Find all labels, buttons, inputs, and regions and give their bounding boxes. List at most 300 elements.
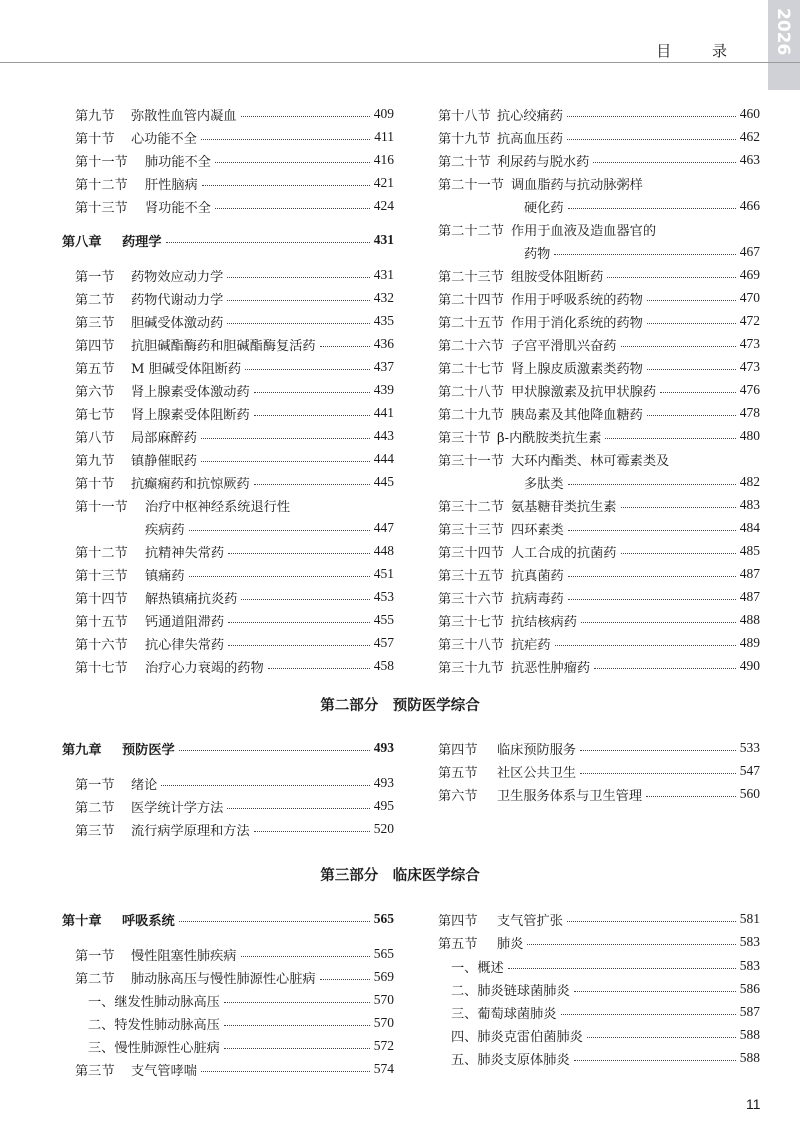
- toc-entry-title: 医学统计学方法: [131, 800, 224, 816]
- dot-leader: [593, 162, 735, 163]
- dot-leader: [574, 991, 736, 992]
- toc-entry-page: 489: [739, 635, 760, 650]
- toc-entry[interactable]: [438, 103, 760, 125]
- toc-entry-number: 第二十八节: [438, 384, 504, 400]
- dot-leader: [224, 1048, 370, 1049]
- toc-entry-page: 421: [373, 175, 394, 190]
- toc-entry-title: 药物代谢动力学: [131, 292, 224, 308]
- toc-entry-title: 弥散性血管内凝血: [131, 108, 237, 124]
- dot-leader: [201, 461, 370, 462]
- toc-entry-page: 466: [739, 198, 760, 213]
- toc-entry-page: 444: [373, 451, 394, 466]
- toc-entry[interactable]: [75, 425, 394, 447]
- toc-entry-title: 卫生服务体系与卫生管理: [497, 788, 643, 804]
- toc-entry-number: 第四节: [75, 338, 115, 354]
- toc-entry-number: 第三十七节: [438, 614, 504, 630]
- toc-entry-title: 四、肺炎克雷伯菌肺炎: [451, 1029, 583, 1045]
- toc-entry-page: 470: [739, 290, 760, 305]
- toc-entry-number: 第三十节: [438, 430, 491, 446]
- toc-entry[interactable]: [438, 517, 760, 539]
- toc-entry-title: 支气管哮喘: [131, 1063, 197, 1079]
- dot-leader: [254, 415, 370, 416]
- toc-entry-title: 作用于呼吸系统的药物: [511, 292, 643, 308]
- toc-entry-page: 583: [739, 958, 760, 973]
- dot-leader: [660, 392, 736, 393]
- toc-entry-page: 431: [373, 267, 394, 282]
- toc-entry-page: 484: [739, 520, 760, 535]
- toc-entry[interactable]: [75, 943, 394, 965]
- toc-entry-title: 抗高血压药: [497, 131, 563, 147]
- toc-chapter-entry[interactable]: [62, 737, 394, 759]
- dot-leader: [568, 484, 736, 485]
- toc-entry[interactable]: [75, 609, 394, 631]
- toc-entry-page: 411: [374, 129, 394, 144]
- dot-leader: [161, 785, 369, 786]
- toc-entry-page: 488: [739, 612, 760, 627]
- toc-entry[interactable]: [75, 655, 394, 677]
- part3-title: 第三部分 临床医学综合: [320, 868, 480, 884]
- dot-leader: [201, 139, 370, 140]
- toc-entry[interactable]: [75, 517, 394, 539]
- dot-leader: [581, 622, 736, 623]
- toc-entry-number: 第九章: [62, 742, 102, 758]
- toc-entry-number: 第六节: [75, 384, 115, 400]
- toc-entry-title: 社区公共卫生: [497, 765, 577, 781]
- dot-leader: [621, 553, 736, 554]
- toc-entry-title: 抗恶性肿瘤药: [511, 660, 591, 676]
- toc-entry-number: 第二十五节: [438, 315, 504, 331]
- dot-leader: [241, 599, 369, 600]
- toc-entry[interactable]: [438, 737, 760, 759]
- toc-entry-title: 呼吸系统: [122, 913, 175, 929]
- toc-entry[interactable]: [75, 172, 394, 194]
- toc-entry[interactable]: [75, 632, 394, 654]
- toc-entry-page: 441: [373, 405, 394, 420]
- toc-entry[interactable]: [75, 1035, 394, 1057]
- dot-leader: [568, 576, 736, 577]
- toc-entry-title: 二、特发性肺动脉高压: [88, 1017, 220, 1033]
- toc-entry-title: 预防医学: [122, 742, 175, 758]
- dot-leader: [189, 530, 370, 531]
- toc-entry-number: 第二十六节: [438, 338, 504, 354]
- toc-entry-page: 453: [373, 589, 394, 604]
- toc-entry-title: 人工合成的抗菌药: [511, 545, 617, 561]
- dot-leader: [241, 116, 370, 117]
- toc-entry[interactable]: [438, 471, 760, 493]
- dot-leader: [268, 668, 370, 669]
- toc-entry-title: 钙通道阻滞药: [145, 614, 225, 630]
- dot-leader: [228, 645, 370, 646]
- toc-entry-page: 455: [373, 612, 394, 627]
- toc-entry-title: 大环内酯类、林可霉素类及: [511, 453, 670, 469]
- dot-leader: [646, 796, 736, 797]
- toc-entry-page: 493: [373, 775, 394, 790]
- dot-leader: [228, 622, 370, 623]
- toc-entry-title: 肾上腺皮质激素类药物: [511, 361, 643, 377]
- dot-leader: [201, 438, 370, 439]
- toc-entry-title: 镇痛药: [145, 568, 185, 584]
- toc-entry-page: 457: [373, 635, 394, 650]
- toc-entry-page: 435: [373, 313, 394, 328]
- toc-entry-number: 第十一节: [75, 499, 128, 515]
- toc-entry-number: 第十三节: [75, 200, 128, 216]
- toc-entry-number: 第二节: [75, 292, 115, 308]
- toc-entry-number: 第三十六节: [438, 591, 504, 607]
- toc-entry-page: 487: [739, 566, 760, 581]
- toc-entry-page: 424: [373, 198, 394, 213]
- toc-entry[interactable]: [438, 978, 760, 1000]
- toc-entry-page: 565: [373, 946, 394, 961]
- toc-entry[interactable]: [75, 356, 394, 378]
- toc-entry-page: 574: [373, 1061, 394, 1076]
- toc-entry[interactable]: [438, 1047, 760, 1069]
- toc-entry-title: 治疗中枢神经系统退行性: [145, 499, 291, 515]
- toc-entry[interactable]: [438, 955, 760, 977]
- toc-entry-page: 560: [739, 786, 760, 801]
- page-number: 11: [746, 1096, 761, 1112]
- toc-entry-number: 第十八节: [438, 108, 491, 124]
- toc-entry-number: 第三十一节: [438, 453, 504, 469]
- dot-leader: [227, 277, 369, 278]
- toc-entry-page: 565: [373, 911, 394, 926]
- toc-entry[interactable]: [438, 760, 760, 782]
- toc-entry[interactable]: [438, 540, 760, 562]
- toc-entry-title: 药物: [524, 246, 551, 262]
- toc-entry-title: 流行病学原理和方法: [131, 823, 250, 839]
- toc-entry-page: 569: [373, 969, 394, 984]
- dot-leader: [561, 1014, 736, 1015]
- toc-entry-title: 支气管扩张: [497, 913, 563, 929]
- dot-leader: [241, 956, 370, 957]
- toc-entry-number: 第十四节: [75, 591, 128, 607]
- toc-entry-number: 第九节: [75, 108, 115, 124]
- toc-chapter-entry[interactable]: [62, 229, 394, 251]
- toc-entry[interactable]: [75, 149, 394, 171]
- toc-entry[interactable]: [438, 218, 760, 240]
- toc-entry[interactable]: [75, 1058, 394, 1080]
- toc-entry-page: 472: [739, 313, 760, 328]
- toc-entry-title: 甲状腺激素及抗甲状腺药: [511, 384, 657, 400]
- toc-entry[interactable]: [438, 563, 760, 585]
- toc-entry-page: 431: [373, 232, 394, 247]
- toc-entry-page: 458: [373, 658, 394, 673]
- toc-entry[interactable]: [75, 333, 394, 355]
- toc-entry-number: 第五节: [75, 361, 115, 377]
- toc-entry-number: 第十二节: [75, 545, 128, 561]
- toc-entry-page: 570: [373, 992, 394, 1007]
- toc-entry-page: 409: [373, 106, 394, 121]
- dot-leader: [320, 346, 370, 347]
- toc-entry[interactable]: [75, 563, 394, 585]
- toc-entry-page: 485: [739, 543, 760, 558]
- toc-entry-title: 四环素类: [511, 522, 564, 538]
- toc-entry-title: 肺炎: [497, 936, 524, 952]
- toc-entry[interactable]: [438, 425, 760, 447]
- toc-entry-title: 抗癫痫药和抗惊厥药: [131, 476, 250, 492]
- toc-entry-page: 487: [739, 589, 760, 604]
- toc-entry-page: 520: [373, 821, 394, 836]
- toc-entry-title: 胆碱受体激动药: [131, 315, 224, 331]
- toc-entry[interactable]: [438, 494, 760, 516]
- toc-entry-page: 439: [373, 382, 394, 397]
- toc-entry-title: 调血脂药与抗动脉粥样: [511, 177, 643, 193]
- toc-entry[interactable]: [438, 241, 760, 263]
- dot-leader: [202, 185, 370, 186]
- dot-leader: [567, 139, 736, 140]
- toc-entry-page: 432: [373, 290, 394, 305]
- dot-leader: [574, 1060, 736, 1061]
- toc-entry-title: 心功能不全: [131, 131, 197, 147]
- toc-entry-title: 组胺受体阻断药: [511, 269, 604, 285]
- toc-entry-number: 第二十节: [438, 154, 491, 170]
- toc-entry-title: 抗结核病药: [511, 614, 577, 630]
- dot-leader: [607, 277, 735, 278]
- dot-leader: [215, 162, 370, 163]
- side-tab-label: 2026: [773, 8, 793, 56]
- toc-entry-number: 第一节: [75, 269, 115, 285]
- toc-entry-number: 第十三节: [75, 568, 128, 584]
- toc-entry[interactable]: [75, 264, 394, 286]
- toc-entry-page: 416: [373, 152, 394, 167]
- toc-entry-number: 第二十七节: [438, 361, 504, 377]
- dot-leader: [647, 300, 736, 301]
- toc-entry-title: 药理学: [122, 234, 162, 250]
- dot-leader: [254, 484, 370, 485]
- dot-leader: [568, 530, 736, 531]
- toc-entry-number: 第三十八节: [438, 637, 504, 653]
- toc-entry[interactable]: [75, 310, 394, 332]
- toc-entry-title: 局部麻醉药: [131, 430, 197, 446]
- toc-entry-title: 肝性脑病: [145, 177, 198, 193]
- toc-entry[interactable]: [75, 1012, 394, 1034]
- toc-entry-number: 第十节: [75, 476, 115, 492]
- toc-entry-number: 第三节: [75, 1063, 115, 1079]
- dot-leader: [527, 944, 735, 945]
- dot-leader: [227, 323, 369, 324]
- toc-entry-number: 第三十三节: [438, 522, 504, 538]
- dot-leader: [568, 208, 736, 209]
- toc-entry-title: 治疗心力衰竭的药物: [145, 660, 264, 676]
- toc-entry-title: 抗胆碱酯酶药和胆碱酯酶复活药: [131, 338, 316, 354]
- toc-entry[interactable]: [438, 264, 760, 286]
- dot-leader: [587, 1037, 736, 1038]
- toc-entry-title: 氨基糖苷类抗生素: [511, 499, 617, 515]
- toc-entry-number: 第二十二节: [438, 223, 504, 239]
- dot-leader: [245, 369, 370, 370]
- toc-entry-number: 第一节: [75, 948, 115, 964]
- toc-entry-title: 利尿药与脱水药: [497, 154, 590, 170]
- toc-entry-title: β-内酰胺类抗生素: [497, 430, 602, 446]
- toc-entry[interactable]: [75, 448, 394, 470]
- toc-entry-title: 一、概述: [451, 960, 504, 976]
- toc-entry-title: 肾功能不全: [145, 200, 211, 216]
- toc-entry-title: 子宫平滑肌兴奋药: [511, 338, 617, 354]
- toc-entry-number: 第三节: [75, 823, 115, 839]
- dot-leader: [224, 1002, 370, 1003]
- side-tab: [768, 0, 800, 90]
- toc-entry-number: 第七节: [75, 407, 115, 423]
- toc-entry-page: 570: [373, 1015, 394, 1030]
- toc-entry[interactable]: [75, 195, 394, 217]
- toc-entry-title: 胰岛素及其他降血糖药: [511, 407, 643, 423]
- toc-entry-title: 作用于血液及造血器官的: [511, 223, 657, 239]
- toc-entry[interactable]: [75, 379, 394, 401]
- toc-entry-title: 抗真菌药: [511, 568, 564, 584]
- dot-leader: [166, 242, 370, 243]
- dot-leader: [621, 346, 736, 347]
- toc-entry-number: 第十一节: [75, 154, 128, 170]
- toc-entry[interactable]: [75, 966, 394, 988]
- dot-leader: [201, 1071, 370, 1072]
- toc-entry-page: 469: [739, 267, 760, 282]
- toc-entry-title: 硬化药: [524, 200, 564, 216]
- toc-entry[interactable]: [438, 783, 760, 805]
- toc-entry-title: 抗精神失常药: [145, 545, 225, 561]
- toc-entry[interactable]: [75, 287, 394, 309]
- dot-leader: [567, 921, 736, 922]
- dot-leader: [179, 921, 370, 922]
- toc-entry-number: 第十二节: [75, 177, 128, 193]
- toc-entry[interactable]: [438, 586, 760, 608]
- toc-entry-number: 第十七节: [75, 660, 128, 676]
- toc-entry[interactable]: [438, 287, 760, 309]
- dot-leader: [228, 553, 370, 554]
- toc-entry[interactable]: [438, 333, 760, 355]
- toc-entry-number: 第六节: [438, 788, 478, 804]
- toc-entry-title: 肾上腺素受体激动药: [131, 384, 250, 400]
- toc-entry-title: 三、葡萄球菌肺炎: [451, 1006, 557, 1022]
- toc-entry-page: 451: [373, 566, 394, 581]
- toc-entry[interactable]: [75, 772, 394, 794]
- toc-entry-title: 五、肺炎支原体肺炎: [451, 1052, 570, 1068]
- dot-leader: [254, 392, 370, 393]
- toc-entry-title: 二、肺炎链球菌肺炎: [451, 983, 570, 999]
- toc-entry-page: 588: [739, 1050, 760, 1065]
- toc-entry-page: 533: [739, 740, 760, 755]
- toc-entry-number: 第十六节: [75, 637, 128, 653]
- toc-entry[interactable]: [438, 356, 760, 378]
- toc-entry-number: 第五节: [438, 936, 478, 952]
- toc-entry[interactable]: [438, 402, 760, 424]
- toc-entry-page: 493: [373, 740, 394, 755]
- toc-entry-title: 慢性阻塞性肺疾病: [131, 948, 237, 964]
- toc-entry-number: 第二十一节: [438, 177, 504, 193]
- dot-leader: [320, 979, 370, 980]
- toc-entry-page: 483: [739, 497, 760, 512]
- toc-entry-title: 肺功能不全: [145, 154, 211, 170]
- toc-entry-title: 一、继发性肺动脉高压: [88, 994, 220, 1010]
- toc-entry[interactable]: [438, 931, 760, 953]
- toc-entry-page: 482: [739, 474, 760, 489]
- toc-entry-number: 第三十四节: [438, 545, 504, 561]
- toc-entry-number: 第四节: [438, 913, 478, 929]
- toc-entry[interactable]: [75, 103, 394, 125]
- toc-entry[interactable]: [75, 989, 394, 1011]
- dot-leader: [508, 968, 736, 969]
- dot-leader: [605, 438, 735, 439]
- toc-chapter-entry[interactable]: [62, 908, 394, 930]
- toc-entry-page: 495: [373, 798, 394, 813]
- dot-leader: [567, 116, 736, 117]
- toc-entry-number: 第十九节: [438, 131, 491, 147]
- toc-entry-number: 第一节: [75, 777, 115, 793]
- toc-entry-title: 肺动脉高压与慢性肺源性心脏病: [131, 971, 316, 987]
- toc-entry[interactable]: [75, 126, 394, 148]
- dot-leader: [179, 750, 370, 751]
- toc-entry[interactable]: [438, 609, 760, 631]
- toc-entry[interactable]: [75, 540, 394, 562]
- toc-entry[interactable]: [75, 402, 394, 424]
- toc-entry-page: 547: [739, 763, 760, 778]
- header-title: 目 录: [656, 42, 745, 60]
- toc-entry-page: 581: [739, 911, 760, 926]
- toc-entry-page: 448: [373, 543, 394, 558]
- toc-entry[interactable]: [438, 195, 760, 217]
- toc-entry[interactable]: [75, 494, 394, 516]
- toc-entry[interactable]: [75, 471, 394, 493]
- toc-entry-title: 抗心绞痛药: [497, 108, 563, 124]
- toc-entry-title: 抗心律失常药: [145, 637, 225, 653]
- toc-entry-title: 镇静催眠药: [131, 453, 197, 469]
- toc-entry-title: M 胆碱受体阻断药: [131, 361, 242, 377]
- toc-entry-number: 第八章: [62, 234, 102, 250]
- toc-entry[interactable]: [438, 632, 760, 654]
- toc-entry-title: 肾上腺素受体阻断药: [131, 407, 250, 423]
- toc-entry-number: 第二十四节: [438, 292, 504, 308]
- toc-entry[interactable]: [75, 795, 394, 817]
- toc-entry-number: 第十章: [62, 913, 102, 929]
- toc-entry-number: 第五节: [438, 765, 478, 781]
- dot-leader: [647, 323, 736, 324]
- toc-entry-page: 473: [739, 359, 760, 374]
- toc-entry-number: 第三节: [75, 315, 115, 331]
- toc-entry-title: 疾病药: [145, 522, 185, 538]
- dot-leader: [189, 576, 370, 577]
- toc-entry[interactable]: [438, 1024, 760, 1046]
- toc-entry[interactable]: [438, 126, 760, 148]
- toc-entry[interactable]: [438, 379, 760, 401]
- part2-title: 第二部分 预防医学综合: [320, 698, 480, 714]
- toc-entry[interactable]: [75, 818, 394, 840]
- toc-entry-number: 第三十九节: [438, 660, 504, 676]
- toc-entry[interactable]: [438, 448, 760, 470]
- toc-entry[interactable]: [75, 586, 394, 608]
- toc-entry-title: 临床预防服务: [497, 742, 577, 758]
- toc-entry-title: 抗疟药: [511, 637, 551, 653]
- toc-entry-number: 第二节: [75, 800, 115, 816]
- toc-entry[interactable]: [438, 310, 760, 332]
- toc-entry-title: 抗病毒药: [511, 591, 564, 607]
- toc-entry[interactable]: [438, 1001, 760, 1023]
- toc-entry-page: 463: [739, 152, 760, 167]
- toc-entry-page: 447: [373, 520, 394, 535]
- toc-entry[interactable]: [438, 908, 760, 930]
- dot-leader: [647, 369, 736, 370]
- toc-entry-page: 490: [739, 658, 760, 673]
- toc-entry-number: 第八节: [75, 430, 115, 446]
- toc-entry-number: 第二十三节: [438, 269, 504, 285]
- toc-entry-page: 476: [739, 382, 760, 397]
- dot-leader: [580, 750, 736, 751]
- toc-entry-page: 480: [739, 428, 760, 443]
- dot-leader: [215, 208, 370, 209]
- toc-entry[interactable]: [438, 172, 760, 194]
- dot-leader: [647, 415, 736, 416]
- toc-entry-title: 绪论: [131, 777, 158, 793]
- toc-entry-title: 三、慢性肺源性心脏病: [88, 1040, 220, 1056]
- toc-entry[interactable]: [438, 655, 760, 677]
- toc-entry[interactable]: [438, 149, 760, 171]
